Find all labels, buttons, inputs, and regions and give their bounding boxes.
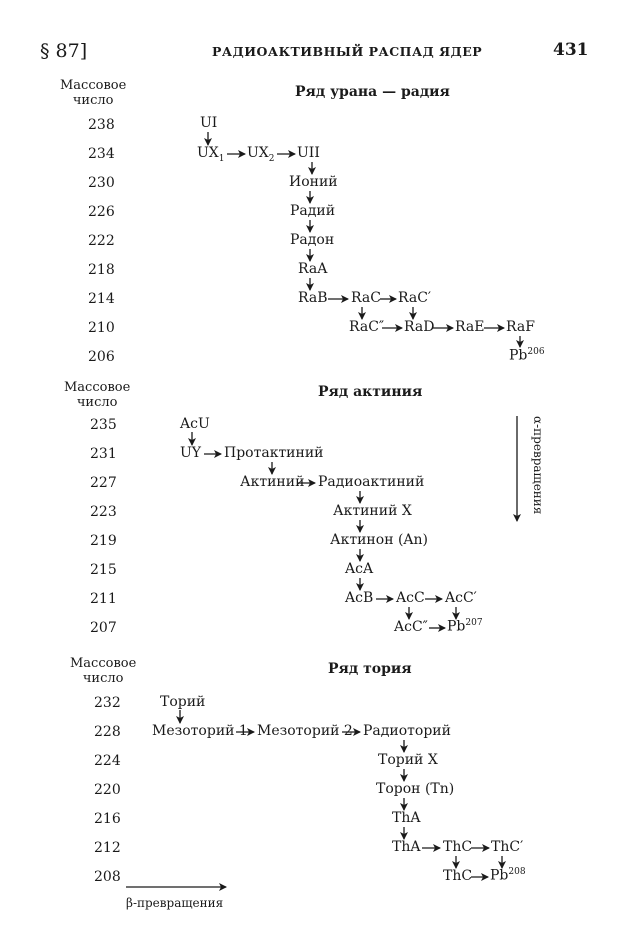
nuclide-AcU: AcU — [180, 416, 210, 432]
section-number: § 87] — [40, 40, 88, 62]
nuclide-Pb208: Pb$^{208}$ — [490, 867, 526, 884]
thorium-series-title: Ряд тория — [328, 661, 412, 677]
mass-header-line1: Массовое — [70, 656, 137, 671]
nuclide-radiothorium: Радиоторий — [363, 723, 451, 739]
nuclide-RaC-double-prime: RaC″ — [349, 319, 385, 335]
nuclide-radium: Радий — [290, 203, 336, 219]
mass-number: 224 — [94, 753, 121, 769]
mass-header-line1: Массовое — [64, 380, 131, 395]
nuclide-mesothorium-2: Мезоторий 2 — [257, 723, 353, 739]
nuclide-UI: UI — [200, 115, 218, 131]
nuclide-actinium: Актиний — [240, 474, 305, 490]
nuclide-UII: UII — [297, 145, 320, 161]
mass-header-line2: число — [72, 93, 114, 108]
nuclide-ionium: Ионий — [289, 174, 338, 190]
mass-number: 216 — [94, 811, 121, 827]
mass-number: 232 — [94, 695, 121, 711]
mass-header-line2: число — [76, 395, 118, 410]
mass-header-line1: Массовое — [60, 78, 127, 93]
nuclide-RaA: RaA — [298, 261, 328, 277]
mass-number: 212 — [94, 840, 121, 856]
nuclide-radon: Радон — [290, 232, 335, 248]
actinium-series-title: Ряд актиния — [318, 384, 423, 400]
nuclide-AcA: AcA — [345, 561, 374, 577]
nuclide-RaB: RaB — [298, 290, 328, 306]
page-number: 431 — [553, 40, 589, 60]
nuclide-thoron: Торон (Tn) — [376, 781, 455, 797]
mass-number: 235 — [90, 417, 117, 433]
nuclide-UY: UY — [180, 445, 202, 461]
nuclide-AcC-double-prime: AcC″ — [394, 619, 428, 635]
nuclide-RaD: RaD — [404, 319, 435, 335]
mass-number: 218 — [88, 262, 115, 278]
nuclide-mesothorium-1: Мезоторий 1 — [152, 723, 248, 739]
nuclide-RaF: RaF — [506, 319, 535, 335]
mass-number: 219 — [90, 533, 117, 549]
mass-number: 215 — [90, 562, 117, 578]
mass-number: 230 — [88, 175, 115, 191]
nuclide-AcB: AcB — [345, 590, 374, 606]
running-title: РАДИОАКТИВНЫЙ РАСПАД ЯДЕР — [212, 44, 483, 59]
mass-number: 210 — [88, 320, 115, 336]
nuclide-AcC-prime: AcC′ — [445, 590, 477, 606]
nuclide-thorium-x: Торий X — [378, 752, 438, 768]
mass-number: 211 — [90, 591, 117, 607]
alpha-transitions-label: α-превращения — [531, 416, 545, 515]
mass-number: 238 — [88, 117, 115, 133]
nuclide-ThC: ThC — [443, 839, 473, 855]
nuclide-radioactinium: Радиоактиний — [318, 474, 425, 490]
nuclide-Pb206: Pb$^{206}$ — [509, 347, 545, 364]
nuclide-Pb207: Pb$^{207}$ — [447, 618, 483, 635]
nuclide-actinium-x: Актиний X — [333, 503, 412, 519]
uranium-series-title: Ряд урана — радия — [295, 84, 450, 100]
beta-transitions-label: β-превращения — [126, 896, 224, 910]
mass-number: 228 — [94, 724, 121, 740]
mass-number: 207 — [90, 620, 117, 636]
mass-number: 220 — [94, 782, 121, 798]
mass-number: 222 — [88, 233, 115, 249]
nuclide-actinon: Актинон (An) — [330, 532, 429, 548]
mass-number: 231 — [90, 446, 117, 462]
nuclide-ThA: ThA — [392, 810, 421, 826]
nuclide-UX2: $UX_2$ — [247, 145, 275, 164]
nuclide-RaC: RaC — [351, 290, 381, 306]
nuclide-ThC-double-prime: ThC — [443, 868, 473, 884]
mass-number: 234 — [88, 146, 115, 162]
nuclide-ThC-prime: ThC′ — [491, 839, 524, 855]
mass-number: 214 — [88, 291, 115, 307]
mass-number: 227 — [90, 475, 117, 491]
mass-number: 223 — [90, 504, 117, 520]
nuclide-protactinium: Протактиний — [224, 445, 324, 461]
mass-number: 226 — [88, 204, 115, 220]
nuclide-RaC-prime: RaC′ — [398, 290, 432, 306]
nuclide-UX1: $UX_1$ — [197, 145, 225, 164]
mass-header-line2: число — [82, 671, 124, 686]
nuclide-RaE: RaE — [455, 319, 485, 335]
nuclide-ThB: ThA — [392, 839, 421, 855]
mass-number: 206 — [88, 349, 115, 365]
nuclide-AcC: AcC — [396, 590, 425, 606]
mass-number: 208 — [94, 869, 121, 885]
nuclide-thorium: Торий — [160, 694, 206, 710]
